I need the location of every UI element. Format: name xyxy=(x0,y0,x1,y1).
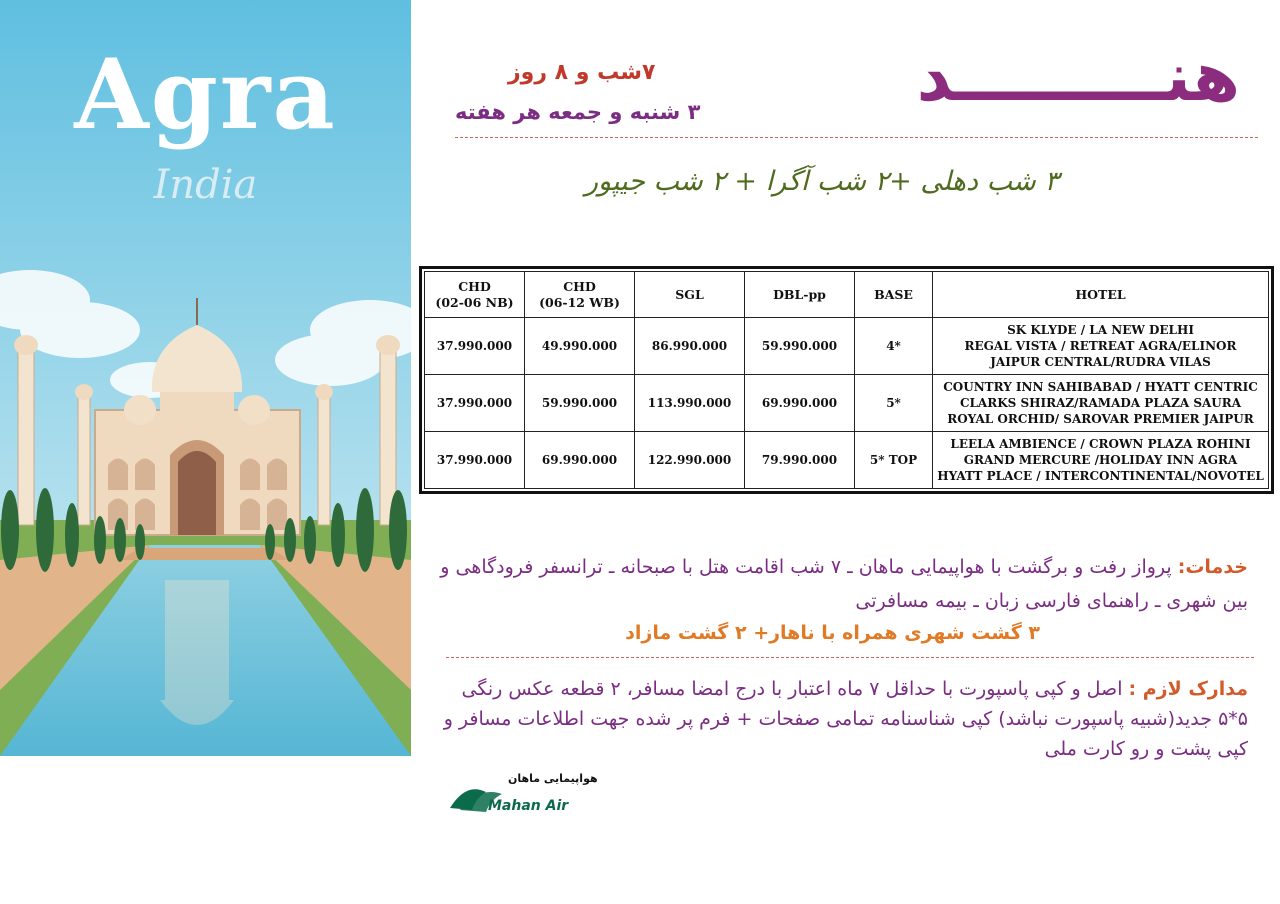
divider-top xyxy=(455,137,1258,138)
cell-dbl: 79.990.000 xyxy=(745,432,855,489)
services-paragraph xyxy=(438,550,1248,618)
destination-title: هنـــــــــد xyxy=(916,38,1240,117)
col-header-hotel: HOTEL xyxy=(933,272,1269,318)
logo-text-en: Mahan Air xyxy=(488,798,569,814)
col-header-base: BASE xyxy=(855,272,933,318)
hotel-line: LEELA AMBIENCE / CROWN PLAZA ROHINI xyxy=(950,437,1251,451)
services-text: پرواز رفت و برگشت با هواپیمایی ماهان ـ ۷ شب اقامت هتل با صبحانه ـ ترانسفر فرودگاهی و بین شهری ـ راهنمای فارسی زبان ـ بیمه مسافرتی xyxy=(440,556,1248,612)
divider-middle xyxy=(446,657,1254,658)
documents-label: مدارک لازم : xyxy=(1128,678,1248,700)
col-header-chd-wb: CHD (06-12 WB) xyxy=(525,272,635,318)
cell-chd-wb: 69.990.000 xyxy=(525,432,635,489)
hotel-line: ROYAL ORCHID/ SAROVAR PREMIER JAIPUR xyxy=(947,412,1254,426)
cell-chd-wb: 59.990.000 xyxy=(525,375,635,432)
hotel-line: HYATT PLACE / INTERCONTINENTAL/NOVOTEL xyxy=(937,469,1264,483)
cell-chd-nb: 37.990.000 xyxy=(425,318,525,375)
cell-dbl: 69.990.000 xyxy=(745,375,855,432)
cell-chd-nb: 37.990.000 xyxy=(425,432,525,489)
tour-duration: ۷شب و ۸ روز xyxy=(508,60,656,85)
cell-hotels xyxy=(933,432,1269,489)
cell-sgl: 122.990.000 xyxy=(635,432,745,489)
cell-hotels xyxy=(933,375,1269,432)
hotel-line: SK KLYDE / LA NEW DELHI xyxy=(1007,323,1194,337)
departure-days: ۳ شنبه و جمعه هر هفته xyxy=(455,100,701,124)
table-row xyxy=(425,432,1269,489)
cell-sgl: 86.990.000 xyxy=(635,318,745,375)
route-summary: ۳ شب دهلی +۲ شب آگرا + ۲ شب جیپور xyxy=(585,166,1059,197)
services-label: خدمات: xyxy=(1177,556,1248,578)
cell-sgl: 113.990.000 xyxy=(635,375,745,432)
cell-dbl: 59.990.000 xyxy=(745,318,855,375)
cell-base: 5* TOP xyxy=(855,432,933,489)
cell-chd-nb: 37.990.000 xyxy=(425,375,525,432)
documents-text: اصل و کپی پاسپورت با حداقل ۷ ماه اعتبار با درج امضا مسافر، ۲ قطعه عکس رنگی ۵*۵ جدید(شبیه پاسپورت نباشد) کپی شناسنامه تمامی صفحات + فرم پر شده جهت اطلاعات مسافر و کپی پشت و رو کارت ملی xyxy=(443,678,1248,760)
city-tours: ۳ گشت شهری همراه با ناهار+ ۲ گشت مازاد xyxy=(625,622,1040,644)
hotel-line: REGAL VISTA / RETREAT AGRA/ELINOR xyxy=(964,339,1237,353)
logo-text-fa: هواپیمایی ماهان xyxy=(508,772,598,785)
col-header-sgl: SGL xyxy=(635,272,745,318)
cell-hotels xyxy=(933,318,1269,375)
table-header-row xyxy=(425,272,1269,318)
poster-title: Agra xyxy=(74,38,337,151)
cell-base: 4* xyxy=(855,318,933,375)
poster-subtitle: India xyxy=(153,162,258,208)
agra-poster xyxy=(0,0,411,756)
documents-paragraph xyxy=(428,674,1248,764)
col-header-dbl: DBL-pp xyxy=(745,272,855,318)
table-row xyxy=(425,318,1269,375)
hotel-line: JAIPUR CENTRAL/RUDRA VILAS xyxy=(990,355,1211,369)
cell-chd-wb: 49.990.000 xyxy=(525,318,635,375)
table-row xyxy=(425,375,1269,432)
col-header-chd-nb: CHD (02-06 NB) xyxy=(425,272,525,318)
hotel-line: GRAND MERCURE /HOLIDAY INN AGRA xyxy=(963,453,1238,467)
hotel-line: COUNTRY INN SAHIBABAD / HYATT CENTRIC xyxy=(943,380,1258,394)
price-table xyxy=(419,266,1274,494)
cell-base: 5* xyxy=(855,375,933,432)
hotel-line: CLARKS SHIRAZ/RAMADA PLAZA SAURA xyxy=(959,396,1242,410)
